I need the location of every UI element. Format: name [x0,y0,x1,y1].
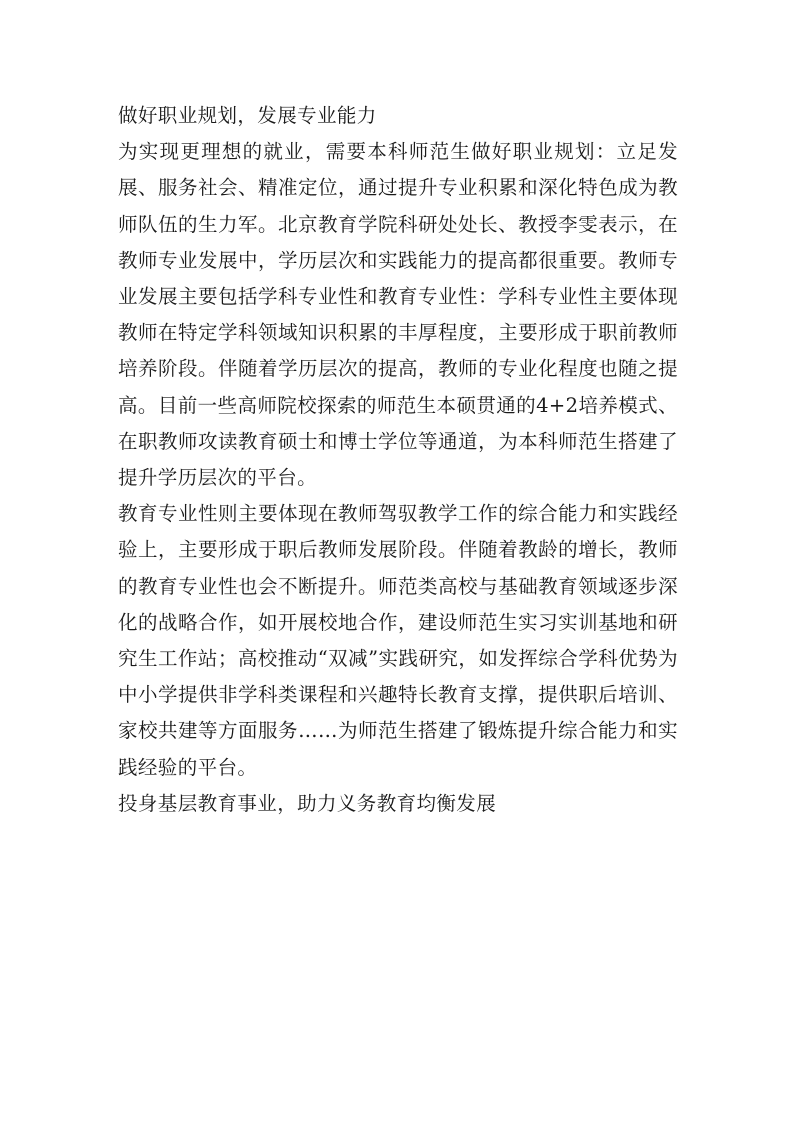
section-heading-grassroots-education: 投身基层教育事业，助力义务教育均衡发展 [118,791,497,815]
document-page [118,98,678,822]
section-heading-career-planning: 做好职业规划，发展专业能力 [118,104,377,127]
body-paragraph-educational-professionalism: 教育专业性则主要体现在教师驾驭教学工作的综合能力和实践经验上，主要形成于职后教师发展阶段。伴随着教龄的增长，教师的教育专业性也会不断提升。师范类高校与基础教育领域逐步深化的战略合作，如开展校地合作，建设师范生实习实训基地和研究生工作站；高校推动“双减”实践研究，如发挥综合学科优势为中小学提供非学科类课程和兴趣特长教育支撑，提供职后培训、家校共建等方面服务……为师范生搭建了锻炼提升综合能力和实践经验的平台。 [118,502,678,779]
body-paragraph-academic-professionalism: 为实现更理想的就业，需要本科师范生做好职业规划：立足发展、服务社会、精准定位，通过提升专业积累和深化特色成为教师队伍的生力军。北京教育学院科研处处长、教授李雯表示，在教师专业发展中，学历层次和实践能力的提高都很重要。教师专业发展主要包括学科专业性和教育专业性：学科专业性主要体现教师在特定学科领域知识积累的丰厚程度，主要形成于职前教师培养阶段。伴随着学历层次的提高，教师的专业化程度也随之提高。目前一些高师院校探索的师范生本硕贯通的4+2培养模式、在职教师攻读教育硕士和博士学位等通道，为本科师范生搭建了提升学历层次的平台。 [118,140,678,490]
